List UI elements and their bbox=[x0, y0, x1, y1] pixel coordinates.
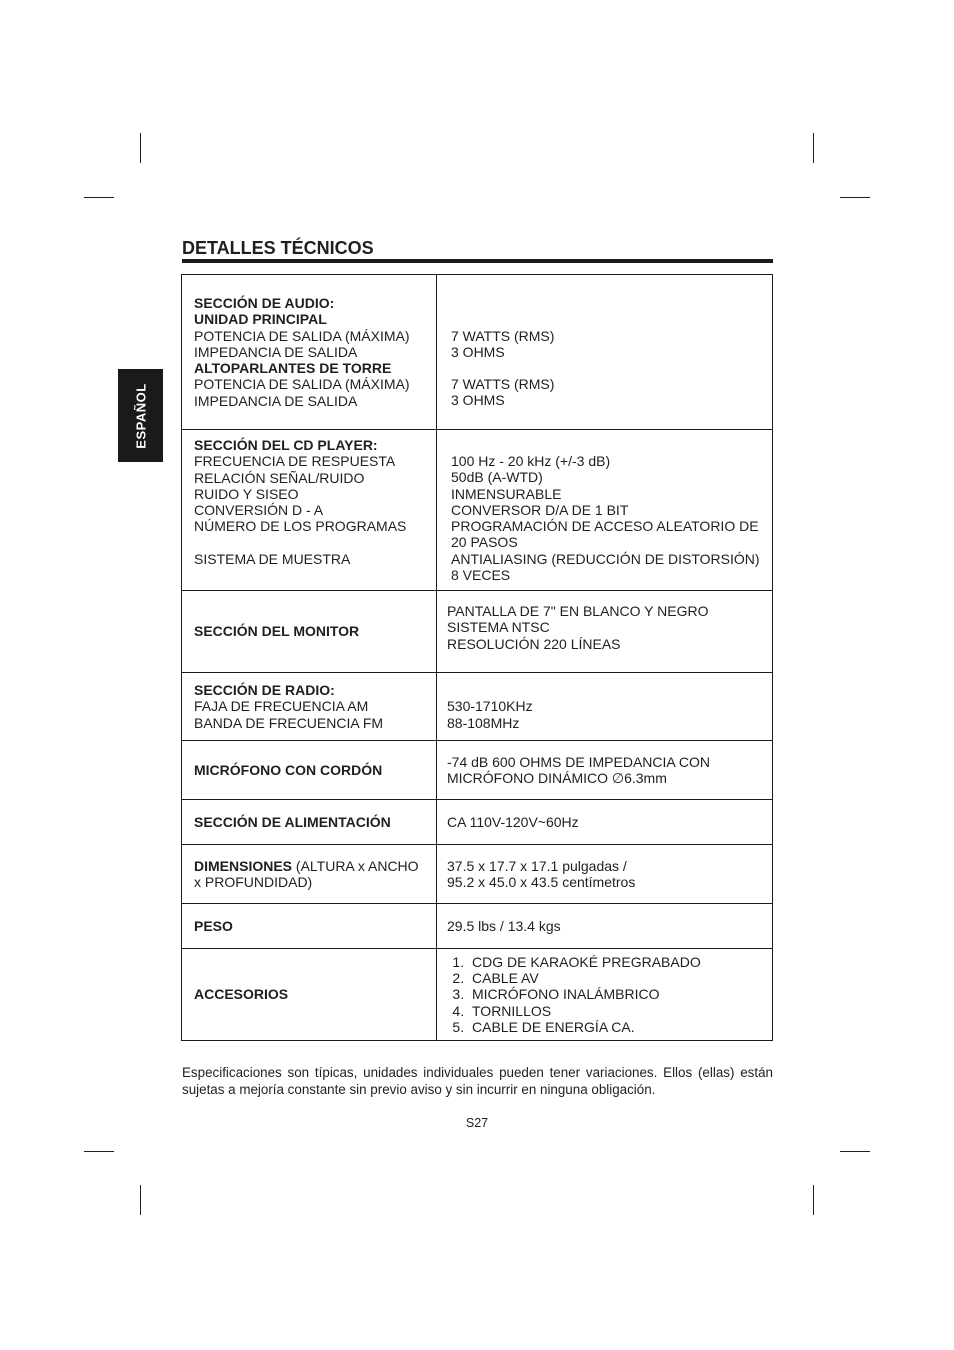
radio-value: 530-1710KHz bbox=[447, 698, 533, 715]
cd-labels bbox=[182, 430, 437, 591]
power-label bbox=[182, 800, 437, 845]
cd-value: 100 Hz - 20 kHz (+/-3 dB) bbox=[451, 453, 611, 470]
audio-heading: SECCIÓN DE AUDIO: bbox=[194, 295, 335, 312]
audio-tower-power-value: 7 WATTS (RMS) bbox=[451, 376, 555, 393]
weight-label bbox=[182, 904, 437, 949]
radio-label: BANDA DE FRECUENCIA FM bbox=[194, 714, 384, 731]
audio-tower-impedance-label: IMPEDANCIA DE SALIDA bbox=[194, 392, 358, 409]
radio-heading: SECCIÓN DE RADIO: bbox=[194, 682, 335, 699]
cd-value: 50dB (A-WTD) bbox=[451, 469, 543, 486]
audio-main-power-value: 7 WATTS (RMS) bbox=[451, 327, 555, 344]
power-values bbox=[437, 800, 773, 845]
table-row-weight bbox=[182, 904, 773, 949]
page-title: DETALLES TÉCNICOS bbox=[182, 238, 374, 258]
table-row-dimensions bbox=[182, 845, 773, 904]
footnote: Especificaciones son típicas, unidades individuales pueden tener variaciones. Ellos (ellas) están sujetas a mejoría constante sin previo aviso y sin incurrir en ninguna obligación. bbox=[182, 1065, 773, 1097]
crop-mark bbox=[84, 1151, 114, 1152]
crop-mark bbox=[840, 197, 870, 198]
accessories-label bbox=[182, 949, 437, 1041]
radio-value: 88-108MHz bbox=[447, 714, 520, 731]
crop-mark bbox=[140, 133, 141, 163]
monitor-values bbox=[437, 591, 773, 673]
monitor-value: PANTALLA DE 7" EN BLANCO Y NEGRO bbox=[447, 603, 709, 620]
cd-label: FRECUENCIA DE RESPUESTA bbox=[194, 453, 396, 470]
audio-tower-power-label: POTENCIA DE SALIDA (MÁXIMA) bbox=[194, 376, 410, 393]
mic-heading: MICRÓFONO CON CORDÓN bbox=[194, 761, 383, 778]
spec-table bbox=[181, 274, 773, 1041]
table-row-power bbox=[182, 800, 773, 845]
cd-value: CONVERSOR D/A DE 1 BIT bbox=[451, 501, 629, 518]
monitor-value: SISTEMA NTSC bbox=[447, 619, 550, 636]
dimensions-heading-rest: (ALTURA x ANCHO bbox=[292, 857, 419, 874]
list-item: 5. CABLE DE ENERGÍA CA. bbox=[468, 1019, 772, 1035]
table-row-accessories bbox=[182, 949, 773, 1041]
monitor-heading: SECCIÓN DEL MONITOR bbox=[194, 623, 360, 640]
crop-mark bbox=[140, 1185, 141, 1215]
crop-mark bbox=[84, 197, 114, 198]
cd-label: RUIDO Y SISEO bbox=[194, 485, 299, 502]
audio-main-power-label: POTENCIA DE SALIDA (MÁXIMA) bbox=[194, 327, 410, 344]
power-value: CA 110V-120V~60Hz bbox=[447, 813, 579, 830]
power-heading: SECCIÓN DE ALIMENTACIÓN bbox=[194, 813, 391, 830]
audio-values bbox=[437, 275, 773, 430]
dimensions-values bbox=[437, 845, 773, 904]
table-row-cd bbox=[182, 430, 773, 591]
weight-heading: PESO bbox=[194, 917, 233, 934]
radio-label: FAJA DE FRECUENCIA AM bbox=[194, 698, 369, 715]
cd-value: 8 VECES bbox=[451, 566, 511, 583]
list-item: 4. TORNILLOS bbox=[468, 1003, 772, 1019]
crop-mark bbox=[813, 133, 814, 163]
audio-main-impedance-label: IMPEDANCIA DE SALIDA bbox=[194, 343, 358, 360]
cd-value: PROGRAMACIÓN DE ACCESO ALEATORIO DE bbox=[451, 518, 759, 535]
cd-label: CONVERSIÓN D - A bbox=[194, 501, 324, 518]
accessories-values bbox=[437, 949, 773, 1041]
mic-values bbox=[437, 741, 773, 800]
audio-tower-speakers: ALTOPARLANTES DE TORRE bbox=[194, 360, 392, 377]
table-row-audio bbox=[182, 275, 773, 430]
dimensions-heading: DIMENSIONES bbox=[194, 857, 293, 874]
list-item: 2. CABLE AV bbox=[468, 970, 772, 986]
list-item: 3. MICRÓFONO INALÁMBRICO bbox=[468, 986, 772, 1002]
table-row-mic bbox=[182, 741, 773, 800]
audio-main-impedance-value: 3 OHMS bbox=[451, 343, 505, 360]
dimensions-heading-line2: x PROFUNDIDAD) bbox=[194, 874, 313, 890]
weight-values bbox=[437, 904, 773, 949]
cd-heading: SECCIÓN DEL CD PLAYER: bbox=[194, 437, 378, 454]
monitor-label bbox=[182, 591, 437, 673]
crop-mark bbox=[840, 1151, 870, 1152]
cd-values bbox=[437, 430, 773, 591]
mic-value: -74 dB 600 OHMS DE IMPEDANCIA CON bbox=[447, 753, 710, 770]
accessories-heading: ACCESORIOS bbox=[194, 986, 289, 1003]
crop-mark bbox=[813, 1185, 814, 1215]
list-item: 1. CDG DE KARAOKÉ PREGRABADO bbox=[468, 954, 772, 970]
audio-labels bbox=[182, 275, 437, 430]
table-row-radio bbox=[182, 673, 773, 741]
radio-values bbox=[437, 673, 773, 741]
monitor-value: RESOLUCIÓN 220 LÍNEAS bbox=[447, 635, 621, 652]
dimensions-value: 95.2 x 45.0 x 43.5 centímetros bbox=[447, 874, 636, 890]
audio-tower-impedance-value: 3 OHMS bbox=[451, 392, 505, 409]
cd-value: INMENSURABLE bbox=[451, 485, 562, 502]
accessories-list bbox=[447, 954, 772, 1035]
radio-labels bbox=[182, 673, 437, 741]
page-number: S27 bbox=[465, 1116, 489, 1130]
cd-label: RELACIÓN SEÑAL/RUIDO bbox=[194, 469, 365, 486]
language-tab bbox=[118, 369, 163, 462]
mic-value: MICRÓFONO DINÁMICO ∅6.3mm bbox=[447, 770, 667, 786]
dimensions-value: 37.5 x 17.7 x 17.1 pulgadas / bbox=[447, 857, 627, 874]
cd-label: NÚMERO DE LOS PROGRAMAS bbox=[194, 518, 407, 535]
audio-main-unit: UNIDAD PRINCIPAL bbox=[194, 311, 327, 328]
weight-value: 29.5 lbs / 13.4 kgs bbox=[447, 917, 561, 934]
title-rule bbox=[182, 259, 773, 263]
cd-value: ANTIALIASING (REDUCCIÓN DE DISTORSIÓN) bbox=[451, 550, 760, 567]
table-row-monitor bbox=[182, 591, 773, 673]
cd-label: SISTEMA DE MUESTRA bbox=[194, 550, 351, 567]
cd-value: 20 PASOS bbox=[451, 534, 518, 551]
language-tab-label: ESPAÑOL bbox=[133, 382, 148, 449]
dimensions-label bbox=[182, 845, 437, 904]
mic-label bbox=[182, 741, 437, 800]
